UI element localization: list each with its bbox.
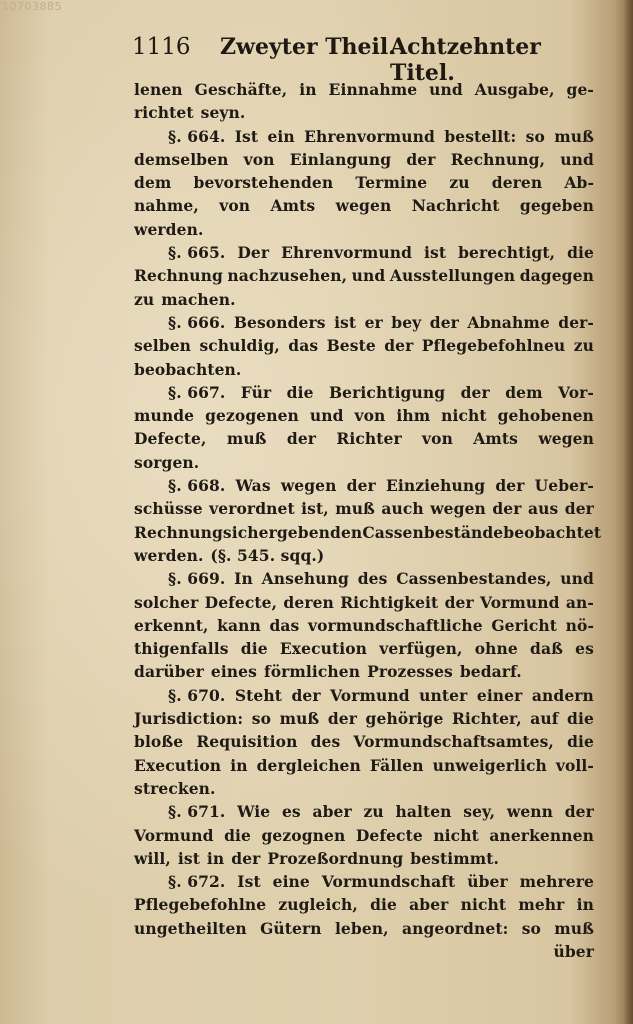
- text-line: [134, 800, 594, 823]
- word: §. 669.: [168, 569, 226, 589]
- word: Richtigkeit: [340, 592, 439, 612]
- text-line: [134, 474, 594, 497]
- word: darüber: [134, 662, 204, 682]
- word: und: [309, 406, 344, 426]
- word: Ausstellungen: [389, 266, 516, 286]
- word: aus: [527, 499, 559, 519]
- word: Vor-: [558, 382, 594, 402]
- word: nicht: [433, 825, 479, 845]
- word: Einnahme: [328, 80, 418, 99]
- word: kann: [217, 615, 261, 635]
- word: dem: [134, 173, 172, 193]
- word: gegeben: [519, 196, 594, 216]
- word: gehobenen: [497, 406, 594, 426]
- word: Gericht: [491, 615, 558, 635]
- word: muß: [554, 126, 594, 146]
- word: andern: [531, 685, 594, 705]
- text-line: [134, 591, 594, 614]
- word: in: [299, 80, 317, 99]
- word: daß: [530, 639, 563, 659]
- word: das: [288, 336, 319, 356]
- word: Ab-: [564, 173, 594, 193]
- word: von: [243, 149, 275, 169]
- word: wegen: [280, 476, 337, 496]
- word: Der: [237, 243, 270, 263]
- word: demselben: [134, 149, 229, 169]
- word: das: [269, 615, 300, 635]
- word: und: [351, 266, 386, 286]
- word: deren: [491, 173, 543, 193]
- word: so: [521, 918, 541, 938]
- word: von: [354, 406, 386, 426]
- word: ist: [424, 243, 447, 263]
- word: mehrere: [519, 872, 594, 892]
- word: strecken.: [134, 778, 216, 798]
- word: selben: [134, 336, 192, 356]
- word: muß: [554, 918, 594, 938]
- text-line: [134, 707, 594, 730]
- word: Nachricht: [411, 196, 500, 216]
- word: leben,: [334, 918, 389, 938]
- word: die: [567, 243, 594, 263]
- word: Ehrenvormund: [304, 126, 435, 146]
- word: deren: [283, 592, 334, 612]
- word: ergebenden: [258, 522, 363, 542]
- word: Cassenbestände: [362, 522, 504, 542]
- word: dagegen: [519, 266, 594, 286]
- word: thigenfalls: [134, 639, 229, 659]
- text-line: [134, 497, 594, 520]
- text-line: [134, 754, 594, 777]
- word: des: [357, 569, 388, 589]
- word: muß: [279, 709, 320, 729]
- word: muß: [226, 429, 267, 449]
- word: des: [310, 732, 341, 752]
- word: angeordnet:: [401, 918, 509, 938]
- text-line: [134, 847, 594, 870]
- text-line: [134, 614, 594, 637]
- word: und: [429, 80, 463, 99]
- word: Defecte,: [134, 429, 207, 449]
- text-line: [134, 917, 594, 940]
- word: bestellt:: [444, 126, 517, 146]
- word: wegen: [430, 499, 486, 519]
- text-line: [134, 358, 594, 381]
- word: Defecte,: [204, 592, 278, 612]
- word: Abnahme: [467, 312, 550, 332]
- word: Steht: [234, 685, 282, 705]
- word: Execution: [134, 755, 222, 775]
- word: bevorstehenden: [193, 173, 334, 193]
- word: die: [567, 709, 594, 729]
- word: beobachten.: [134, 359, 242, 379]
- word: der: [564, 499, 594, 519]
- word: muß: [335, 499, 375, 519]
- word: auch: [381, 499, 424, 519]
- word: es: [281, 802, 301, 822]
- word: (§. 545. sqq.): [210, 545, 325, 565]
- scan-id-label: 10703885: [2, 0, 62, 13]
- word: unter: [419, 685, 468, 705]
- word: Richter: [336, 429, 402, 449]
- word: der-: [558, 312, 594, 332]
- word: Vormund: [134, 825, 214, 845]
- word: schüsse: [134, 499, 203, 519]
- word: vormundschaftliche: [307, 615, 483, 635]
- word: zugleich,: [278, 895, 358, 915]
- word: Geschäfte,: [194, 80, 288, 99]
- word: und: [560, 149, 594, 169]
- word: aber: [312, 802, 352, 822]
- word: über: [553, 941, 594, 961]
- word: nachzusehen,: [227, 266, 348, 286]
- word: richtet: [134, 103, 194, 123]
- word: verfügen,: [379, 639, 463, 659]
- word: es: [575, 639, 594, 659]
- text-line: [134, 101, 594, 124]
- text-line: [134, 893, 594, 916]
- word: der: [429, 312, 459, 332]
- word: der: [406, 149, 436, 169]
- word: unweigerlich: [432, 755, 547, 775]
- word: Execution: [279, 639, 368, 659]
- text-line: [134, 684, 594, 707]
- text-line: [134, 730, 594, 753]
- text-line: [134, 404, 594, 427]
- word: und: [560, 569, 594, 589]
- word: Fällen: [369, 755, 424, 775]
- word: Jurisdiction:: [134, 709, 244, 729]
- text-line: [134, 660, 594, 683]
- word: Vormund: [480, 592, 560, 612]
- word: der: [492, 499, 522, 519]
- word: wenn: [506, 802, 554, 822]
- word: so: [525, 126, 545, 146]
- word: Was: [235, 476, 271, 496]
- word: ein: [267, 126, 295, 146]
- word: halten: [395, 802, 452, 822]
- word: §. 672.: [168, 872, 226, 892]
- word: Defecte: [355, 825, 423, 845]
- word: Pflegebefohlne: [134, 895, 267, 915]
- word: nicht: [460, 895, 507, 915]
- word: berechtigt,: [458, 243, 556, 263]
- word: die: [224, 825, 251, 845]
- word: will,: [134, 848, 171, 868]
- text-line: [134, 288, 594, 311]
- text-line: [134, 777, 594, 800]
- word: in: [576, 895, 594, 915]
- text-line: [134, 218, 594, 241]
- page-number: 1116: [132, 34, 191, 60]
- word: der: [291, 685, 321, 705]
- word: Ausgabe,: [474, 80, 555, 99]
- word: bedarf.: [459, 662, 522, 682]
- word: Richter,: [451, 709, 522, 729]
- word: Beste: [326, 336, 376, 356]
- text-line: [134, 521, 602, 544]
- word: lenen: [134, 80, 183, 99]
- text-line: [134, 381, 594, 404]
- word: ist: [177, 848, 200, 868]
- word: voll-: [555, 755, 594, 775]
- word: seyn.: [200, 103, 246, 123]
- word: Pflegebefohlneu: [421, 336, 566, 356]
- word: munde: [134, 406, 195, 426]
- word: förmlichen: [263, 662, 361, 682]
- word: machen.: [161, 289, 236, 309]
- word: ist,: [301, 499, 329, 519]
- word: Einlangung: [289, 149, 392, 169]
- word: ohne: [474, 639, 518, 659]
- text-line: [134, 311, 594, 334]
- word: Vormundschaftsamtes,: [353, 732, 554, 752]
- word: ihm: [396, 406, 431, 426]
- word: der: [231, 848, 261, 868]
- text-line: [134, 824, 594, 847]
- text-line: [134, 78, 594, 101]
- word: mehr: [518, 895, 565, 915]
- word: er: [364, 312, 383, 332]
- word: ist: [334, 312, 357, 332]
- word: der: [327, 709, 358, 729]
- word: wegen: [335, 196, 392, 216]
- word: gezogenen: [205, 406, 299, 426]
- word: Prozesses: [367, 662, 453, 682]
- word: zu: [449, 173, 470, 193]
- word: sorgen.: [134, 452, 200, 472]
- word: Für: [240, 382, 272, 402]
- word: Ist: [234, 126, 259, 146]
- word: Vormundschaft: [321, 872, 456, 892]
- word: die: [567, 732, 594, 752]
- word: werden.: [134, 219, 204, 239]
- word: Gütern: [260, 918, 322, 938]
- text-line: [134, 148, 594, 171]
- word: bestimmt.: [410, 848, 499, 868]
- text-line: [134, 264, 594, 287]
- word: zu: [573, 336, 594, 356]
- word: §. 664.: [168, 126, 226, 146]
- word: aber: [409, 895, 449, 915]
- word: die: [240, 639, 268, 659]
- word: Ehrenvormund: [281, 243, 413, 263]
- text-line: [134, 171, 594, 194]
- word: Rechnung: [134, 266, 223, 286]
- word: verordnet: [209, 499, 295, 519]
- word: §. 666.: [168, 312, 226, 332]
- word: Besonders: [233, 312, 326, 332]
- header-part: Zweyter Theil.: [220, 34, 396, 60]
- text-line: [134, 870, 594, 893]
- word: Ueber-: [534, 476, 594, 496]
- body-text: [134, 78, 602, 963]
- word: erkennt,: [134, 615, 209, 635]
- text-line: [134, 427, 594, 450]
- word: von: [422, 429, 453, 449]
- word: Wie: [237, 802, 271, 822]
- word: Requisition: [196, 732, 298, 752]
- word: zu: [363, 802, 384, 822]
- text-line: [134, 125, 594, 148]
- word: §. 671.: [168, 802, 226, 822]
- header-title: Achtzehnter Titel.: [390, 34, 541, 86]
- word: die: [286, 382, 314, 402]
- word: werden.: [134, 545, 204, 565]
- word: dem: [505, 382, 543, 402]
- word: Prozeßordnung: [267, 848, 404, 868]
- text-line: [134, 194, 594, 217]
- word: sich: [222, 522, 259, 542]
- word: Ist: [237, 872, 261, 892]
- word: in: [230, 755, 248, 775]
- word: der: [444, 592, 474, 612]
- word: wegen: [538, 429, 594, 449]
- word: Ansehung: [261, 569, 349, 589]
- word: Vormund: [330, 685, 410, 705]
- word: §. 670.: [168, 685, 226, 705]
- word: Rechnung,: [450, 149, 546, 169]
- word: §. 668.: [168, 476, 226, 496]
- word: so: [251, 709, 272, 729]
- word: ungetheilten: [134, 918, 247, 938]
- word: über: [467, 872, 508, 892]
- word: Rechnung: [134, 522, 223, 542]
- word: nö-: [565, 615, 594, 635]
- word: der: [286, 429, 317, 449]
- word: die: [370, 895, 397, 915]
- word: zu: [134, 289, 155, 309]
- word: der: [460, 382, 490, 402]
- word: dergleichen: [256, 755, 361, 775]
- word: der: [346, 476, 376, 496]
- word: nahme,: [134, 196, 199, 216]
- text-line: [134, 637, 594, 660]
- word: solcher: [134, 592, 199, 612]
- word: §. 665.: [168, 243, 226, 263]
- text-line: [134, 334, 594, 357]
- running-header: [132, 30, 572, 86]
- word: Amts: [270, 196, 316, 216]
- word: Amts: [473, 429, 518, 449]
- word: beobachtet: [503, 522, 602, 542]
- word: eine: [272, 872, 310, 892]
- word: Berichtigung: [328, 382, 446, 402]
- text-line: [134, 544, 594, 567]
- word: auf: [530, 709, 559, 729]
- word: Cassenbestandes,: [396, 569, 552, 589]
- word: der: [384, 336, 414, 356]
- word: gehörige: [365, 709, 444, 729]
- word: bey: [391, 312, 422, 332]
- word: schuldig,: [199, 336, 280, 356]
- word: sey,: [463, 802, 496, 822]
- word: eines: [210, 662, 257, 682]
- word: der: [564, 802, 594, 822]
- word: ge-: [566, 80, 594, 99]
- word: anerkennen: [489, 825, 594, 845]
- word: einer: [476, 685, 523, 705]
- word: §. 667.: [168, 382, 226, 402]
- text-line: [134, 451, 594, 474]
- text-line: [134, 241, 594, 264]
- word: an-: [565, 592, 594, 612]
- word: In: [234, 569, 253, 589]
- text-line: [134, 940, 594, 963]
- text-line: [134, 567, 594, 590]
- word: nicht: [441, 406, 487, 426]
- page-spine-shadow: [623, 0, 633, 1024]
- word: in: [206, 848, 225, 868]
- word: bloße: [134, 732, 184, 752]
- word: von: [219, 196, 251, 216]
- word: Einziehung: [385, 476, 486, 496]
- word: gezognen: [261, 825, 346, 845]
- word: Termine: [355, 173, 428, 193]
- word: der: [495, 476, 525, 496]
